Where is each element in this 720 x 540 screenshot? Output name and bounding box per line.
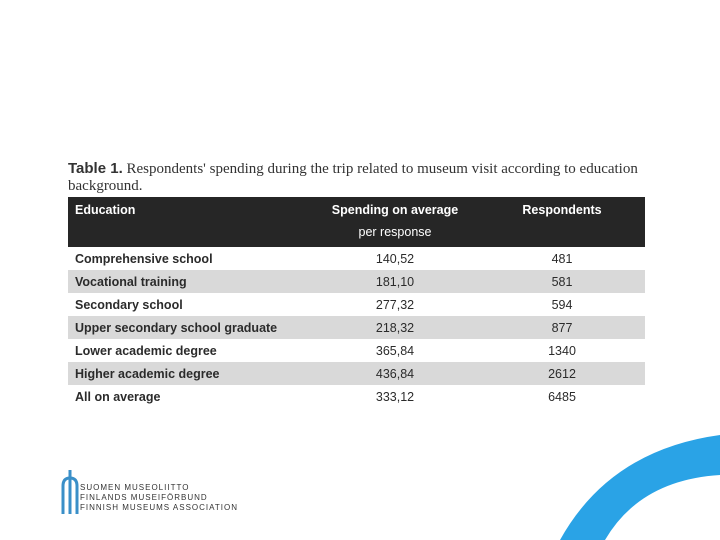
cell-spending: 140,52 [311, 247, 479, 270]
cell-respondents: 581 [479, 270, 645, 293]
cell-respondents: 2612 [479, 362, 645, 385]
logo-wordmark [80, 483, 238, 513]
decorative-swoosh-icon [520, 430, 720, 540]
logo-line-english: FINNISH MUSEUMS ASSOCIATION [80, 503, 238, 512]
cell-respondents: 481 [479, 247, 645, 270]
cell-education: Upper secondary school graduate [68, 316, 311, 339]
table-caption [68, 160, 658, 195]
table-caption-text: Respondents' spending during the trip related to museum visit according to education background. [68, 161, 638, 194]
table-row [68, 339, 645, 362]
header-spending-sub: per response [358, 225, 432, 239]
cell-education: Vocational training [68, 270, 311, 293]
cell-spending: 365,84 [311, 339, 479, 362]
table-row [68, 270, 645, 293]
table-row [68, 247, 645, 270]
logo-line-swedish: FINLANDS MUSEIFÖRBUND [80, 493, 208, 502]
cell-respondents: 877 [479, 316, 645, 339]
cell-respondents: 594 [479, 293, 645, 316]
table-row [68, 362, 645, 385]
cell-spending: 333,12 [311, 385, 479, 408]
table-row [68, 316, 645, 339]
cell-spending: 277,32 [311, 293, 479, 316]
table-caption-label: Table 1. [68, 160, 123, 177]
logo-line-finnish: SUOMEN MUSEOLIITTO [80, 483, 190, 492]
table-row [68, 385, 645, 408]
table-header-row [68, 197, 645, 247]
cell-education: Comprehensive school [68, 247, 311, 270]
header-education: Education [68, 197, 311, 247]
header-spending-label: Spending on average [331, 203, 459, 217]
cell-respondents: 6485 [479, 385, 645, 408]
museum-association-logo-icon [60, 468, 80, 516]
table-row [68, 293, 645, 316]
header-spending [311, 197, 479, 247]
cell-spending: 218,32 [311, 316, 479, 339]
cell-education: Lower academic degree [68, 339, 311, 362]
education-spending-table [68, 197, 645, 408]
cell-spending: 436,84 [311, 362, 479, 385]
cell-respondents: 1340 [479, 339, 645, 362]
header-respondents: Respondents [479, 197, 645, 247]
cell-education: Secondary school [68, 293, 311, 316]
cell-spending: 181,10 [311, 270, 479, 293]
cell-education: All on average [68, 385, 311, 408]
cell-education: Higher academic degree [68, 362, 311, 385]
